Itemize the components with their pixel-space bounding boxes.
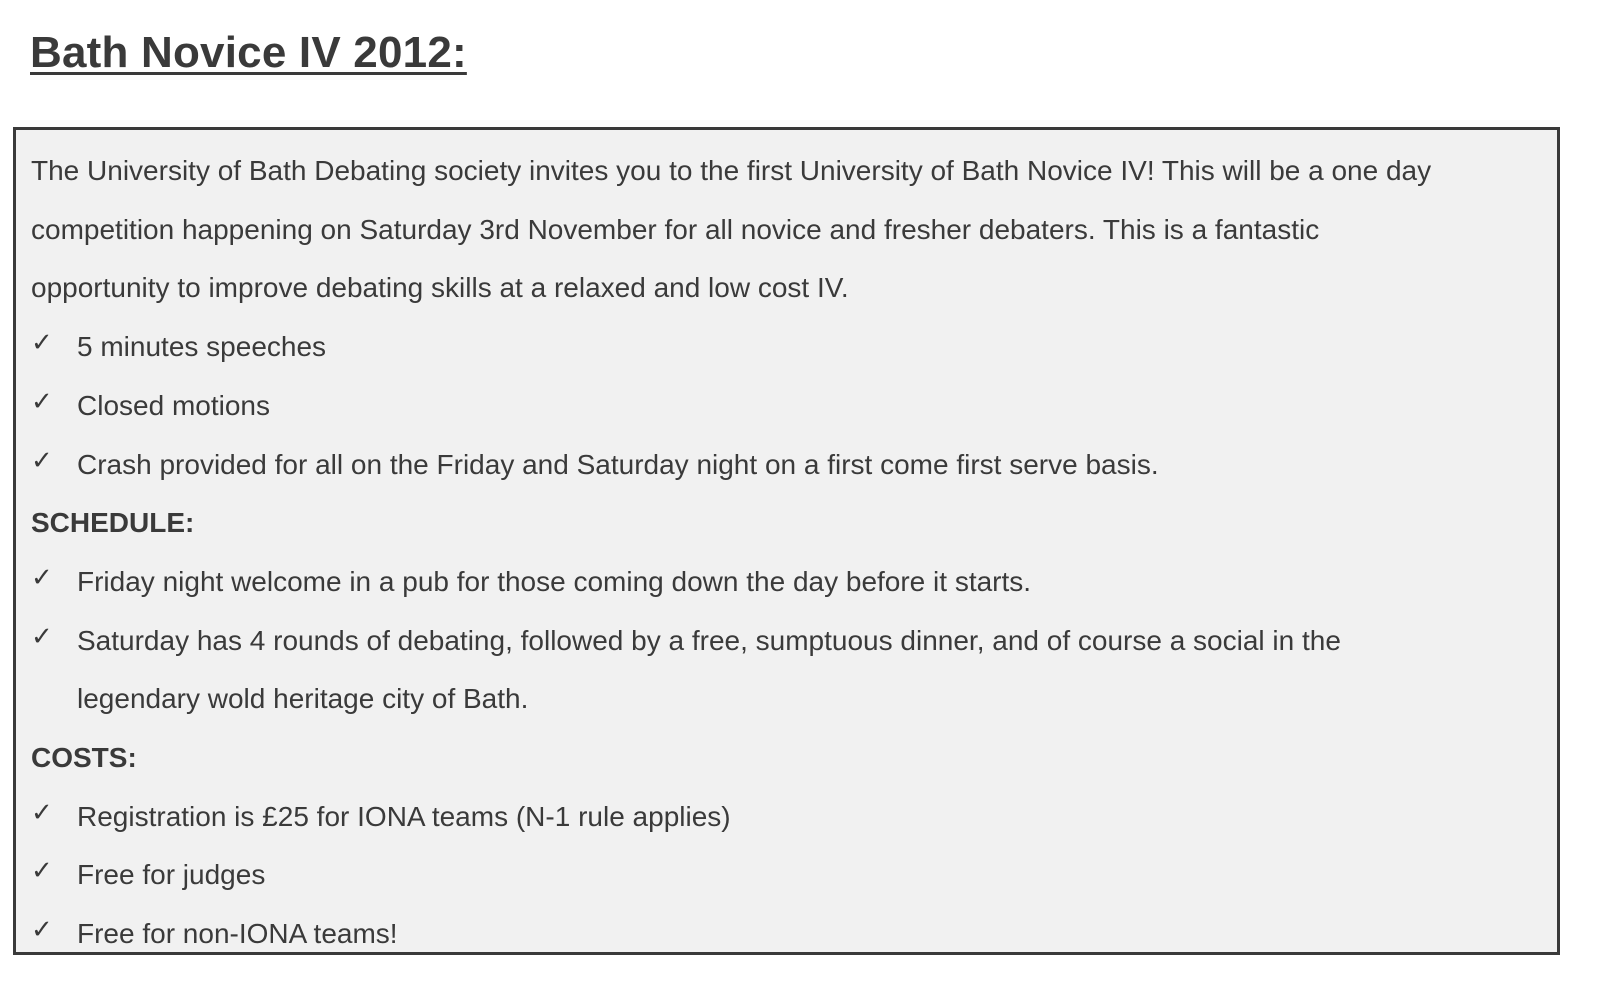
check-icon: ✓ bbox=[31, 797, 53, 828]
check-icon: ✓ bbox=[31, 445, 53, 476]
check-icon: ✓ bbox=[31, 621, 53, 652]
schedule-heading: SCHEDULE: bbox=[31, 507, 195, 539]
check-icon: ✓ bbox=[31, 562, 53, 593]
list-item-text: Saturday has 4 rounds of debating, followed by a free, sumptuous dinner, and of course a social in the bbox=[77, 624, 1341, 656]
costs-heading: COSTS: bbox=[31, 742, 137, 774]
list-item bbox=[31, 553, 1557, 612]
schedule-list bbox=[31, 553, 1557, 729]
list-item-text: Crash provided for all on the Friday and Saturday night on a first come first serve basis. bbox=[77, 448, 1159, 480]
list-item-text: 5 minutes speeches bbox=[77, 331, 327, 363]
list-item bbox=[31, 905, 1557, 964]
page-title: Bath Novice IV 2012: bbox=[30, 28, 467, 77]
list-item-text: Friday night welcome in a pub for those coming down the day before it starts. bbox=[77, 565, 1032, 597]
costs-list bbox=[31, 788, 1557, 964]
list-item bbox=[31, 612, 1557, 729]
check-icon: ✓ bbox=[31, 915, 53, 946]
list-item-text: Registration is £25 for IONA teams (N-1 rule applies) bbox=[77, 800, 731, 832]
intro-line: competition happening on Saturday 3rd November for all novice and fresher debaters. This is a fantastic bbox=[31, 213, 1320, 245]
list-item-text: Closed motions bbox=[77, 389, 270, 421]
list-item-text: Free for judges bbox=[77, 859, 266, 891]
list-item bbox=[31, 318, 1557, 377]
info-box bbox=[13, 127, 1560, 955]
list-item bbox=[31, 846, 1557, 905]
list-item bbox=[31, 377, 1557, 436]
list-item-text: Free for non-IONA teams! bbox=[77, 918, 398, 950]
intro-line: opportunity to improve debating skills at a relaxed and low cost IV. bbox=[31, 272, 849, 304]
intro-line: The University of Bath Debating society invites you to the first University of Bath Novice IV! This will be a one day bbox=[31, 155, 1432, 186]
list-item-text-continued: legendary wold heritage city of Bath. bbox=[77, 683, 529, 715]
feature-list bbox=[31, 318, 1557, 494]
check-icon: ✓ bbox=[31, 328, 53, 359]
check-icon: ✓ bbox=[31, 856, 53, 887]
intro-paragraph bbox=[31, 142, 1556, 318]
list-item bbox=[31, 788, 1557, 847]
list-item bbox=[31, 436, 1557, 495]
check-icon: ✓ bbox=[31, 386, 53, 417]
